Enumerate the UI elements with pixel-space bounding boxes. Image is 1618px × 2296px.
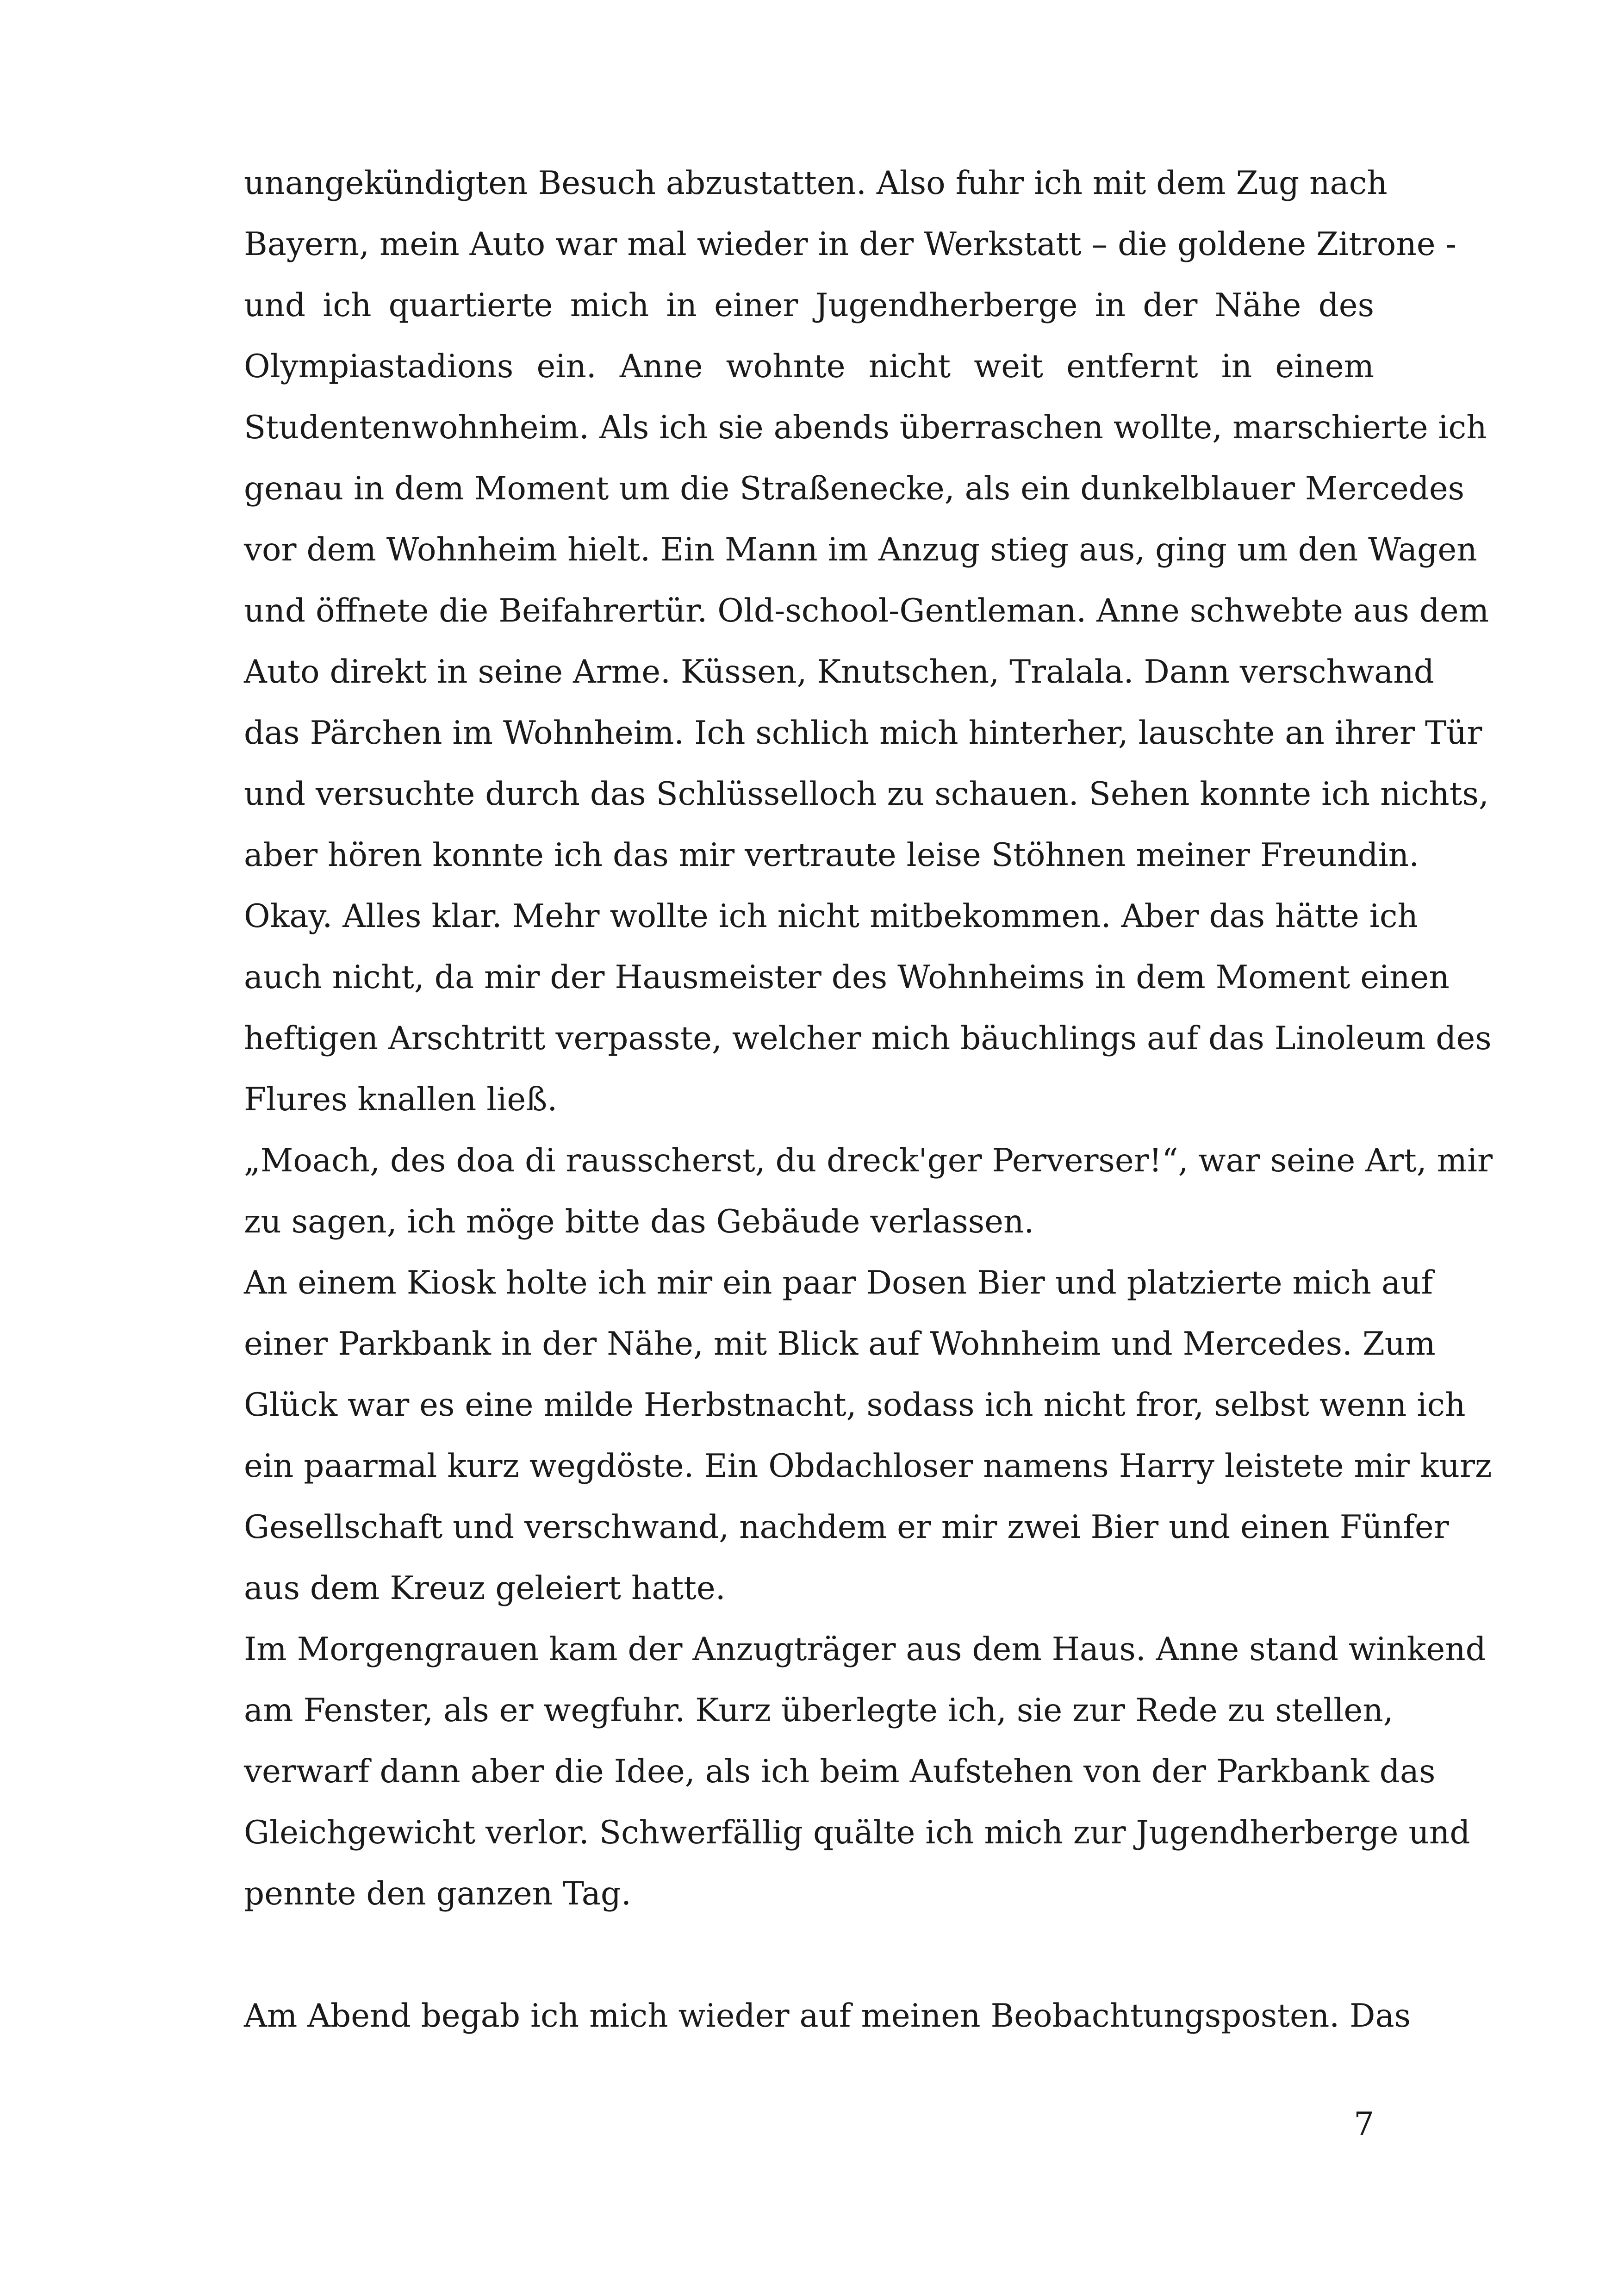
text-line: Flures knallen ließ. [244, 1081, 558, 1118]
text-line: aber hören konnte ich das mir vertraute leise Stöhnen meiner Freundin. [244, 837, 1419, 874]
text-line: vor dem Wohnheim hielt. Ein Mann im Anzug stieg aus, ging um den Wagen [244, 531, 1477, 568]
text-line: das Pärchen im Wohnheim. Ich schlich mich hinterher, lauschte an ihrer Tür [244, 715, 1482, 752]
paragraph-gap [244, 1924, 1374, 1985]
text-line: auch nicht, da mir der Hausmeister des Wohnheims in dem Moment einen [244, 959, 1450, 996]
text-line: Bayern, mein Auto war mal wieder in der Werkstatt – die goldene Zitrone - [244, 226, 1456, 263]
text-line: Glück war es eine milde Herbstnacht, sodass ich nicht fror, selbst wenn ich [244, 1387, 1466, 1424]
text-line: heftigen Arschtritt verpasste, welcher mich bäuchlings auf das Linoleum des [244, 1020, 1492, 1057]
text-line: und öffnete die Beifahrertür. Old-school-Gentleman. Anne schwebte aus dem [244, 592, 1489, 629]
text-line: Gesellschaft und verschwand, nachdem er mir zwei Bier und einen Fünfer [244, 1509, 1449, 1546]
text-line: aus dem Kreuz geleiert hatte. [244, 1570, 726, 1607]
text-line: Im Morgengrauen kam der Anzugträger aus dem Haus. Anne stand winkend [244, 1631, 1486, 1668]
text-line: Olympiastadions ein. Anne wohnte nicht weit entfernt in einem [244, 348, 1374, 385]
text-line: unangekündigten Besuch abzustatten. Also fuhr ich mit dem Zug nach [244, 165, 1388, 202]
text-line: und versuchte durch das Schlüsselloch zu schauen. Sehen konnte ich nichts, [244, 776, 1489, 813]
text-line: Am Abend begab ich mich wieder auf meinen Beobachtungsposten. Das [244, 1997, 1411, 2035]
text-line: Auto direkt in seine Arme. Küssen, Knutschen, Tralala. Dann verschwand [244, 653, 1434, 691]
text-line: am Fenster, als er wegfuhr. Kurz überlegte ich, sie zur Rede zu stellen, [244, 1692, 1394, 1729]
text-line: Studentenwohnheim. Als ich sie abends überraschen wollte, marschierte ich [244, 409, 1487, 446]
text-line: Gleichgewicht verlor. Schwerfällig quälte ich mich zur Jugendherberge und [244, 1814, 1470, 1851]
text-line: zu sagen, ich möge bitte das Gebäude verlassen. [244, 1203, 1034, 1240]
text-line: verwarf dann aber die Idee, als ich beim Aufstehen von der Parkbank das [244, 1753, 1436, 1790]
text-line: „Moach, des doa di rausscherst, du dreck'ger Perverser!“, war seine Art, mir [244, 1142, 1493, 1179]
text-line: pennte den ganzen Tag. [244, 1875, 631, 1912]
text-line: An einem Kiosk holte ich mir ein paar Dosen Bier und platzierte mich auf [244, 1264, 1433, 1301]
text-line: einer Parkbank in der Nähe, mit Blick auf Wohnheim und Mercedes. Zum [244, 1325, 1436, 1363]
body-text [244, 153, 1493, 2047]
text-line: ein paarmal kurz wegdöste. Ein Obdachloser namens Harry leistete mir kurz [244, 1448, 1492, 1485]
page-number: 7 [1354, 2106, 1374, 2143]
text-line: Okay. Alles klar. Mehr wollte ich nicht mitbekommen. Aber das hätte ich [244, 898, 1418, 935]
text-line: und ich quartierte mich in einer Jugendherberge in der Nähe des [244, 287, 1374, 324]
text-line: genau in dem Moment um die Straßenecke, als ein dunkelblauer Mercedes [244, 470, 1465, 507]
